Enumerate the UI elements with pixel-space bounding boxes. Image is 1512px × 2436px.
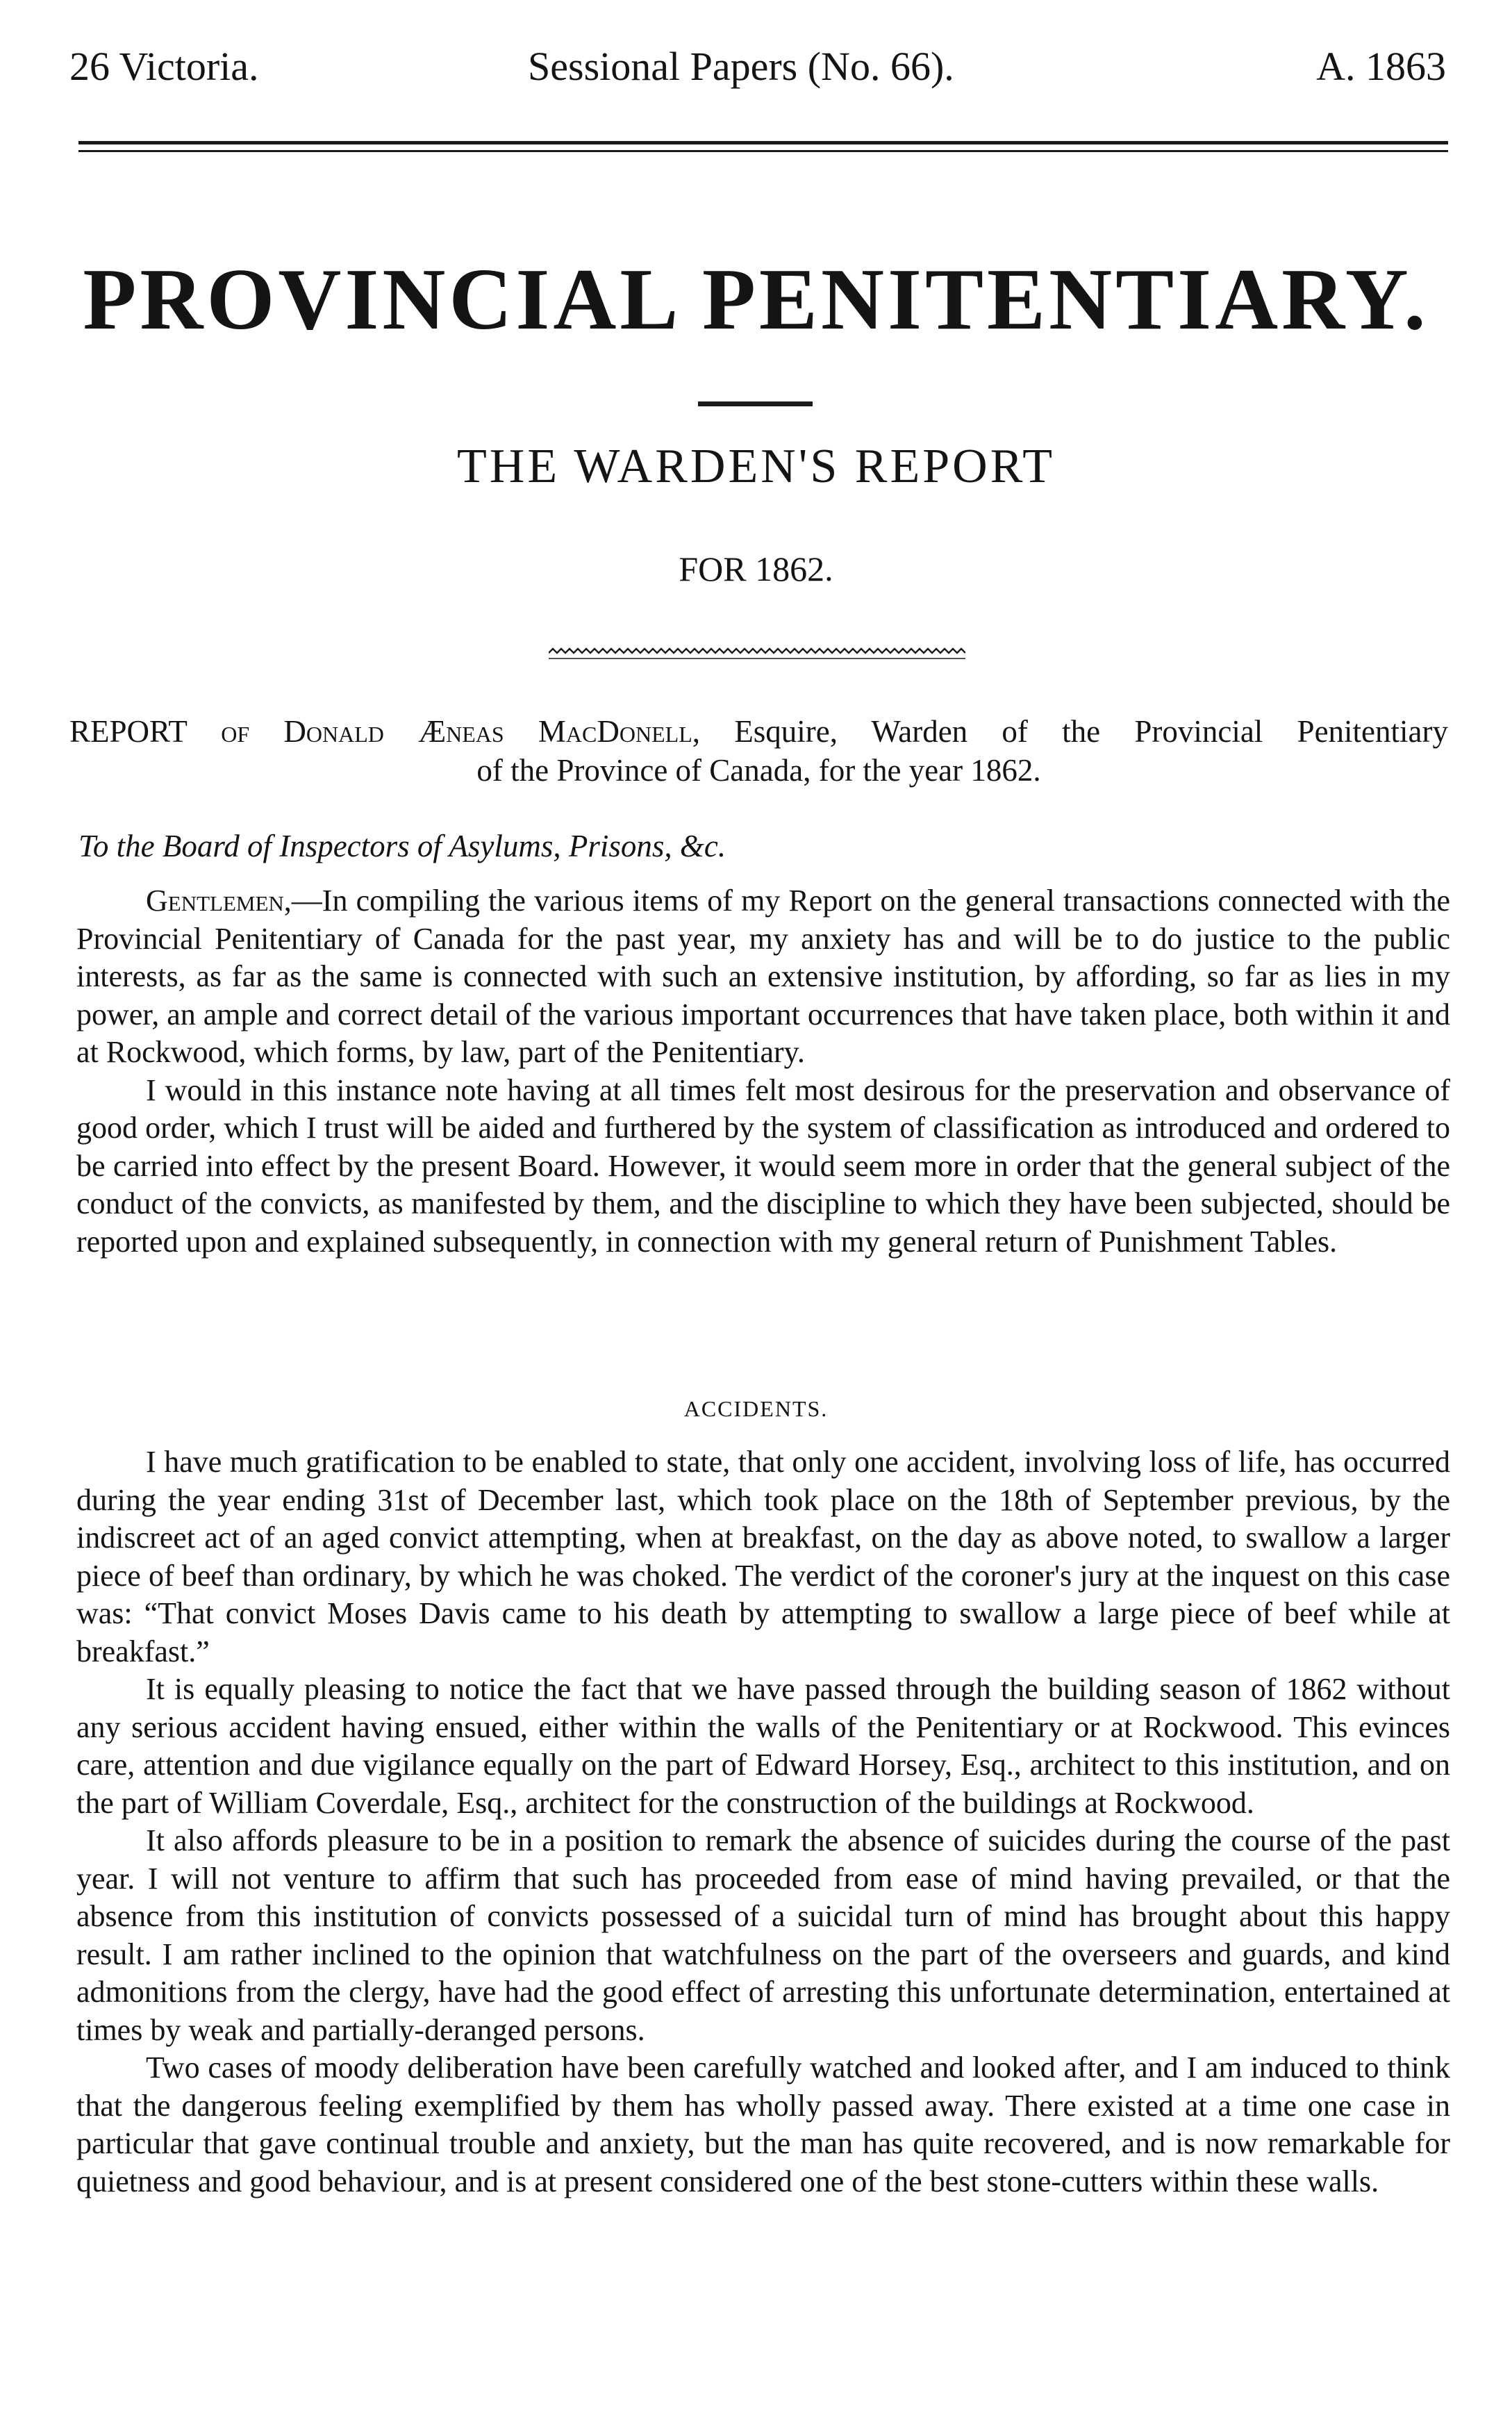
report-heading-line-1: REPORT of Donald Æneas MacDonell, Esquire, Warden of the Provincial Penitentiary	[69, 714, 1448, 749]
accidents-paragraphs	[76, 1443, 1450, 2201]
running-header	[69, 43, 1446, 99]
salutation: To the Board of Inspectors of Asylums, Prisons, &c.	[78, 829, 726, 863]
section-heading-accidents: ACCIDENTS.	[683, 1396, 829, 1421]
ornamental-wavy-rule	[549, 646, 965, 663]
paragraph: Gentlemen,—In compiling the various items of my Report on the general transactions connected with the Provincial Penitentiary of Canada for the past year, my anxiety has and will be to do justice to the public interests, as far as the same is connected with such an extensive institution, by affording, so far as lies in my power, an ample and correct detail of the various important occurrences that have taken place, both within it and at Rockwood, which forms, by law, part of the Penitentiary.	[76, 884, 1450, 1069]
header-double-rule	[78, 141, 1448, 152]
report-year: FOR 1862.	[679, 549, 833, 588]
document-subtitle: THE WARDEN'S REPORT	[457, 440, 1055, 493]
header-year-code: A. 1863	[1316, 44, 1446, 89]
report-heading	[69, 712, 1448, 790]
header-sessional-papers: Sessional Papers (No. 66).	[528, 44, 954, 89]
paragraph: I would in this instance note having at all times felt most desirous for the preservation and observance of good order, which I trust will be aided and furthered by the system of classification as introduced and ordered to be carried into effect by the present Board. However, it would seem more in order that the general subject of the conduct of the convicts, as manifested by them, and the discipline to which they have been subjected, should be reported upon and explained subsequently, in connection with my general return of Punishment Tables.	[76, 1072, 1450, 1259]
report-heading-line-2: of the Province of Canada, for the year 1862.	[476, 753, 1041, 788]
paragraph: Two cases of moody deliberation have been carefully watched and looked after, and I am induced to think that the dangerous feeling exemplified by them has wholly passed away. There existed at a time one case in particular that gave continual trouble and anxiety, but the man has quite recovered, and is now remarkable for quietness and good behaviour, and is at present considered one of the best stone-cutters within these walls.	[76, 2050, 1450, 2198]
paragraph: I have much gratification to be enabled to state, that only one accident, involving loss of life, has occurred during the year ending 31st of December last, which took place on the 18th of September previous, by the indiscreet act of an aged convict attempting, when at breakfast, on the day as above noted, to swallow a larger piece of beef than ordinary, by which he was choked. The verdict of the coroner's jury at the inquest on this case was: “That convict Moses Davis came to his death by attempting to swallow a large piece of beef while at breakfast.”	[76, 1445, 1450, 1668]
header-session: 26 Victoria.	[69, 44, 259, 89]
paragraph: It is equally pleasing to notice the fact that we have passed through the building season of 1862 without any serious accident having ensued, either within the walls of the Penitentiary or at Rockwood. This evinces care, attention and due vigilance equally on the part of Edward Horsey, Esq., architect to this institution, and on the part of William Coverdale, Esq., architect for the construction of the buildings at Rockwood.	[76, 1672, 1450, 1820]
document-title: PROVINCIAL PENITENTIARY.	[83, 251, 1429, 348]
title-divider	[698, 401, 813, 406]
intro-paragraphs	[76, 882, 1450, 1261]
paragraph: It also affords pleasure to be in a position to remark the absence of suicides during the course of the past year. I will not venture to affirm that such has proceeded from ease of mind having prevailed, or that the absence from this institution of convicts possessed of a suicidal turn of mind has brought about this happy result. I am rather inclined to the opinion that watchfulness on the part of the overseers and guards, and kind admonitions from the clergy, have had the good effect of arresting this unfortunate determination, entertained at times by weak and partially-deranged persons.	[76, 1823, 1450, 2047]
